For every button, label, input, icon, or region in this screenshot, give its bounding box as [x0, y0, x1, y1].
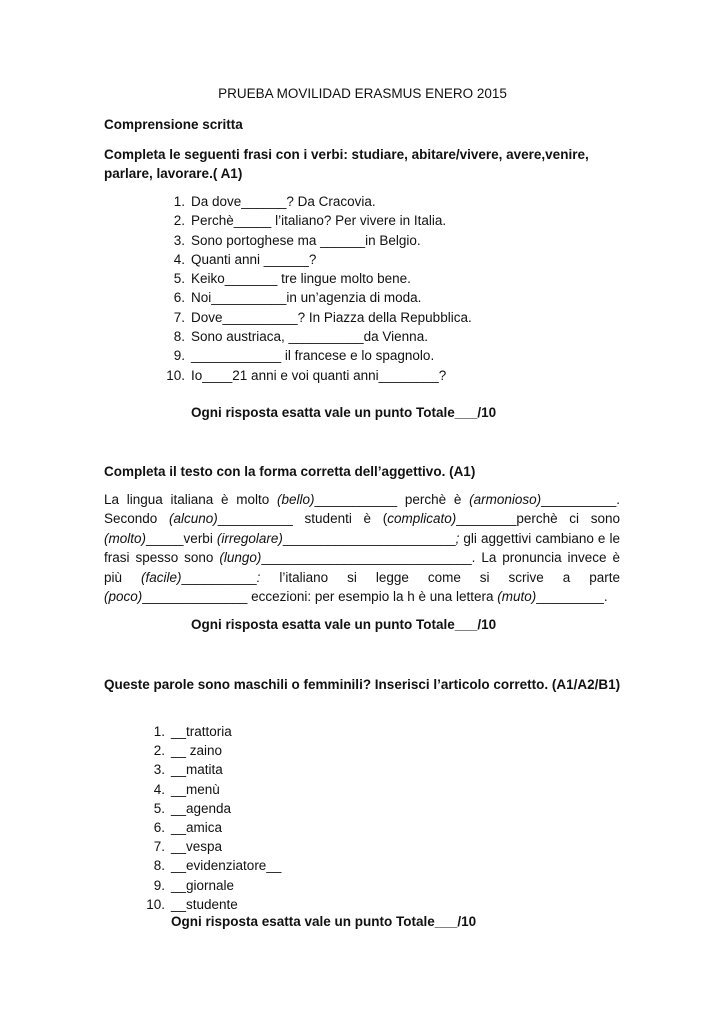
exercise3-instruction: Queste parole sono maschili o femminili? Inserisci l’articolo corretto. (A1/A2/B1) [104, 677, 621, 692]
list-item-number: 6. [173, 290, 185, 306]
list-item [153, 760, 281, 779]
paragraph-text: ______________ eccezioni: per esempio la h è una lettera [142, 589, 498, 605]
adjective-prompt: (armonioso) [469, 492, 542, 507]
list-item [173, 231, 472, 250]
list-item-number: 7. [173, 309, 185, 325]
list-item [173, 269, 472, 288]
adjective-prompt: (bello) [277, 492, 315, 507]
exercise3-list [146, 722, 282, 914]
list-item [153, 799, 281, 818]
list-item-text: Sono portoghese ma ______in Belgio. [191, 232, 421, 248]
exercise2-instruction: Completa il testo con la forma corretta dell’aggettivo. (A1) [104, 464, 476, 479]
list-item [153, 780, 281, 799]
list-item-number: 1. [153, 724, 165, 739]
paragraph-text: __________. Secondo [104, 492, 620, 527]
list-item-text: __evidenziatore__ [171, 858, 282, 874]
list-item-text: __amica [171, 819, 223, 835]
list-item [153, 856, 282, 875]
list-item-number: 9. [153, 877, 165, 893]
exercise1-score: Ogni risposta esatta vale un punto Totale___/10 [191, 405, 497, 420]
list-item-text: __trattoria [171, 724, 232, 739]
exercise1-instruction: Completa le seguenti frasi con i verbi: studiare, abitare/vivere, avere,venire, parlare, lavorare.( A1) [104, 147, 589, 181]
list-item-number: 3. [153, 762, 165, 778]
list-item-text: Dove__________? In Piazza della Repubblica. [191, 309, 472, 325]
list-item [173, 346, 472, 365]
list-item-text: Quanti anni ______? [191, 251, 317, 267]
list-item-number: 1. [173, 194, 185, 209]
paragraph-text: ____________________________. La pronuncia invece è più [104, 550, 620, 585]
exercise2-score: Ogni risposta esatta vale un punto Totale___/10 [191, 617, 497, 632]
paragraph-text: ___________ perchè è [314, 492, 470, 507]
list-item-number: 3. [173, 232, 185, 248]
list-item-number: 10. [146, 896, 165, 912]
paragraph-text: gli aggettivi cambiano e le frasi spesso sono [104, 530, 620, 566]
list-item-text: __menù [171, 781, 220, 797]
paragraph-text: _______________________ [282, 530, 456, 546]
list-item-text: Sono austriaca, __________da Vienna. [191, 329, 428, 345]
adjective-prompt: (molto) [104, 530, 147, 546]
list-item-number: 2. [153, 743, 165, 759]
list-item-text: Da dove______? Da Cracovia. [191, 194, 376, 209]
paragraph-text: _________. [536, 589, 608, 605]
list-item [173, 250, 472, 269]
list-item-text: ____________ il francese e lo spagnolo. [191, 348, 435, 364]
list-item-number: 7. [153, 839, 165, 855]
list-item [173, 192, 472, 211]
list-item [153, 876, 281, 895]
list-item-text: Noi__________in un’agenzia di moda. [191, 290, 422, 306]
list-item-text: __matita [171, 762, 223, 778]
list-item [153, 837, 281, 856]
list-item-number: 4. [153, 781, 165, 797]
list-item-number: 5. [153, 800, 165, 816]
paragraph-text: _____verbi [146, 530, 217, 546]
document-title: PRUEBA MOVILIDAD ERASMUS ENERO 2015 [218, 86, 507, 101]
adjective-prompt: ; [455, 530, 460, 546]
list-item [166, 366, 472, 385]
list-item [173, 288, 472, 307]
paragraph-text: l’italiano si legge come si scrive a parte [260, 569, 620, 585]
list-item-number: 5. [173, 271, 185, 287]
list-item-number: 8. [153, 858, 165, 874]
paragraph-text: __________ [181, 569, 257, 585]
list-item [153, 818, 281, 837]
adjective-prompt: : [256, 569, 261, 585]
list-item-text: Keiko_______ tre lingue molto bene. [191, 271, 411, 287]
adjective-prompt: (poco) [104, 589, 143, 605]
list-item-number: 9. [173, 348, 185, 364]
list-item-number: 8. [173, 329, 185, 345]
list-item-text: Perchè_____ l’italiano? Per vivere in Italia. [191, 213, 447, 229]
paragraph-text: La lingua italiana è molto [104, 492, 278, 507]
list-item-text: Io____21 anni e voi quanti anni________? [191, 367, 447, 383]
list-item-number: 6. [153, 819, 165, 835]
exercise3-score: Ogni risposta esatta vale un punto Totale___/10 [171, 914, 477, 929]
list-item [173, 308, 472, 327]
exercise2-paragraph [104, 490, 620, 606]
list-item-text: __agenda [171, 800, 232, 816]
list-item [146, 895, 281, 914]
list-item-number: 2. [173, 213, 185, 229]
list-item [153, 722, 281, 741]
list-item [153, 741, 281, 760]
adjective-prompt: complicato) [387, 511, 457, 527]
paragraph-text: ________perchè ci sono [456, 511, 621, 527]
list-item-text: __ zaino [171, 743, 223, 759]
adjective-prompt: (facile) [141, 569, 182, 585]
paragraph-text: __________ studenti è ( [217, 511, 388, 527]
adjective-prompt: (alcuno) [169, 511, 218, 527]
adjective-prompt: (lungo) [219, 550, 262, 566]
exercise1-list [166, 192, 472, 385]
adjective-prompt: (irregolare) [216, 530, 283, 546]
list-item-text: __vespa [171, 839, 223, 855]
adjective-prompt: (muto) [497, 589, 537, 605]
list-item [173, 211, 472, 230]
list-item-text: __studente [171, 896, 238, 912]
list-item-text: __giornale [171, 877, 235, 893]
list-item-number: 4. [173, 251, 185, 267]
section-heading: Comprensione scritta [104, 117, 243, 132]
list-item [173, 327, 472, 346]
list-item-number: 10. [166, 367, 185, 383]
